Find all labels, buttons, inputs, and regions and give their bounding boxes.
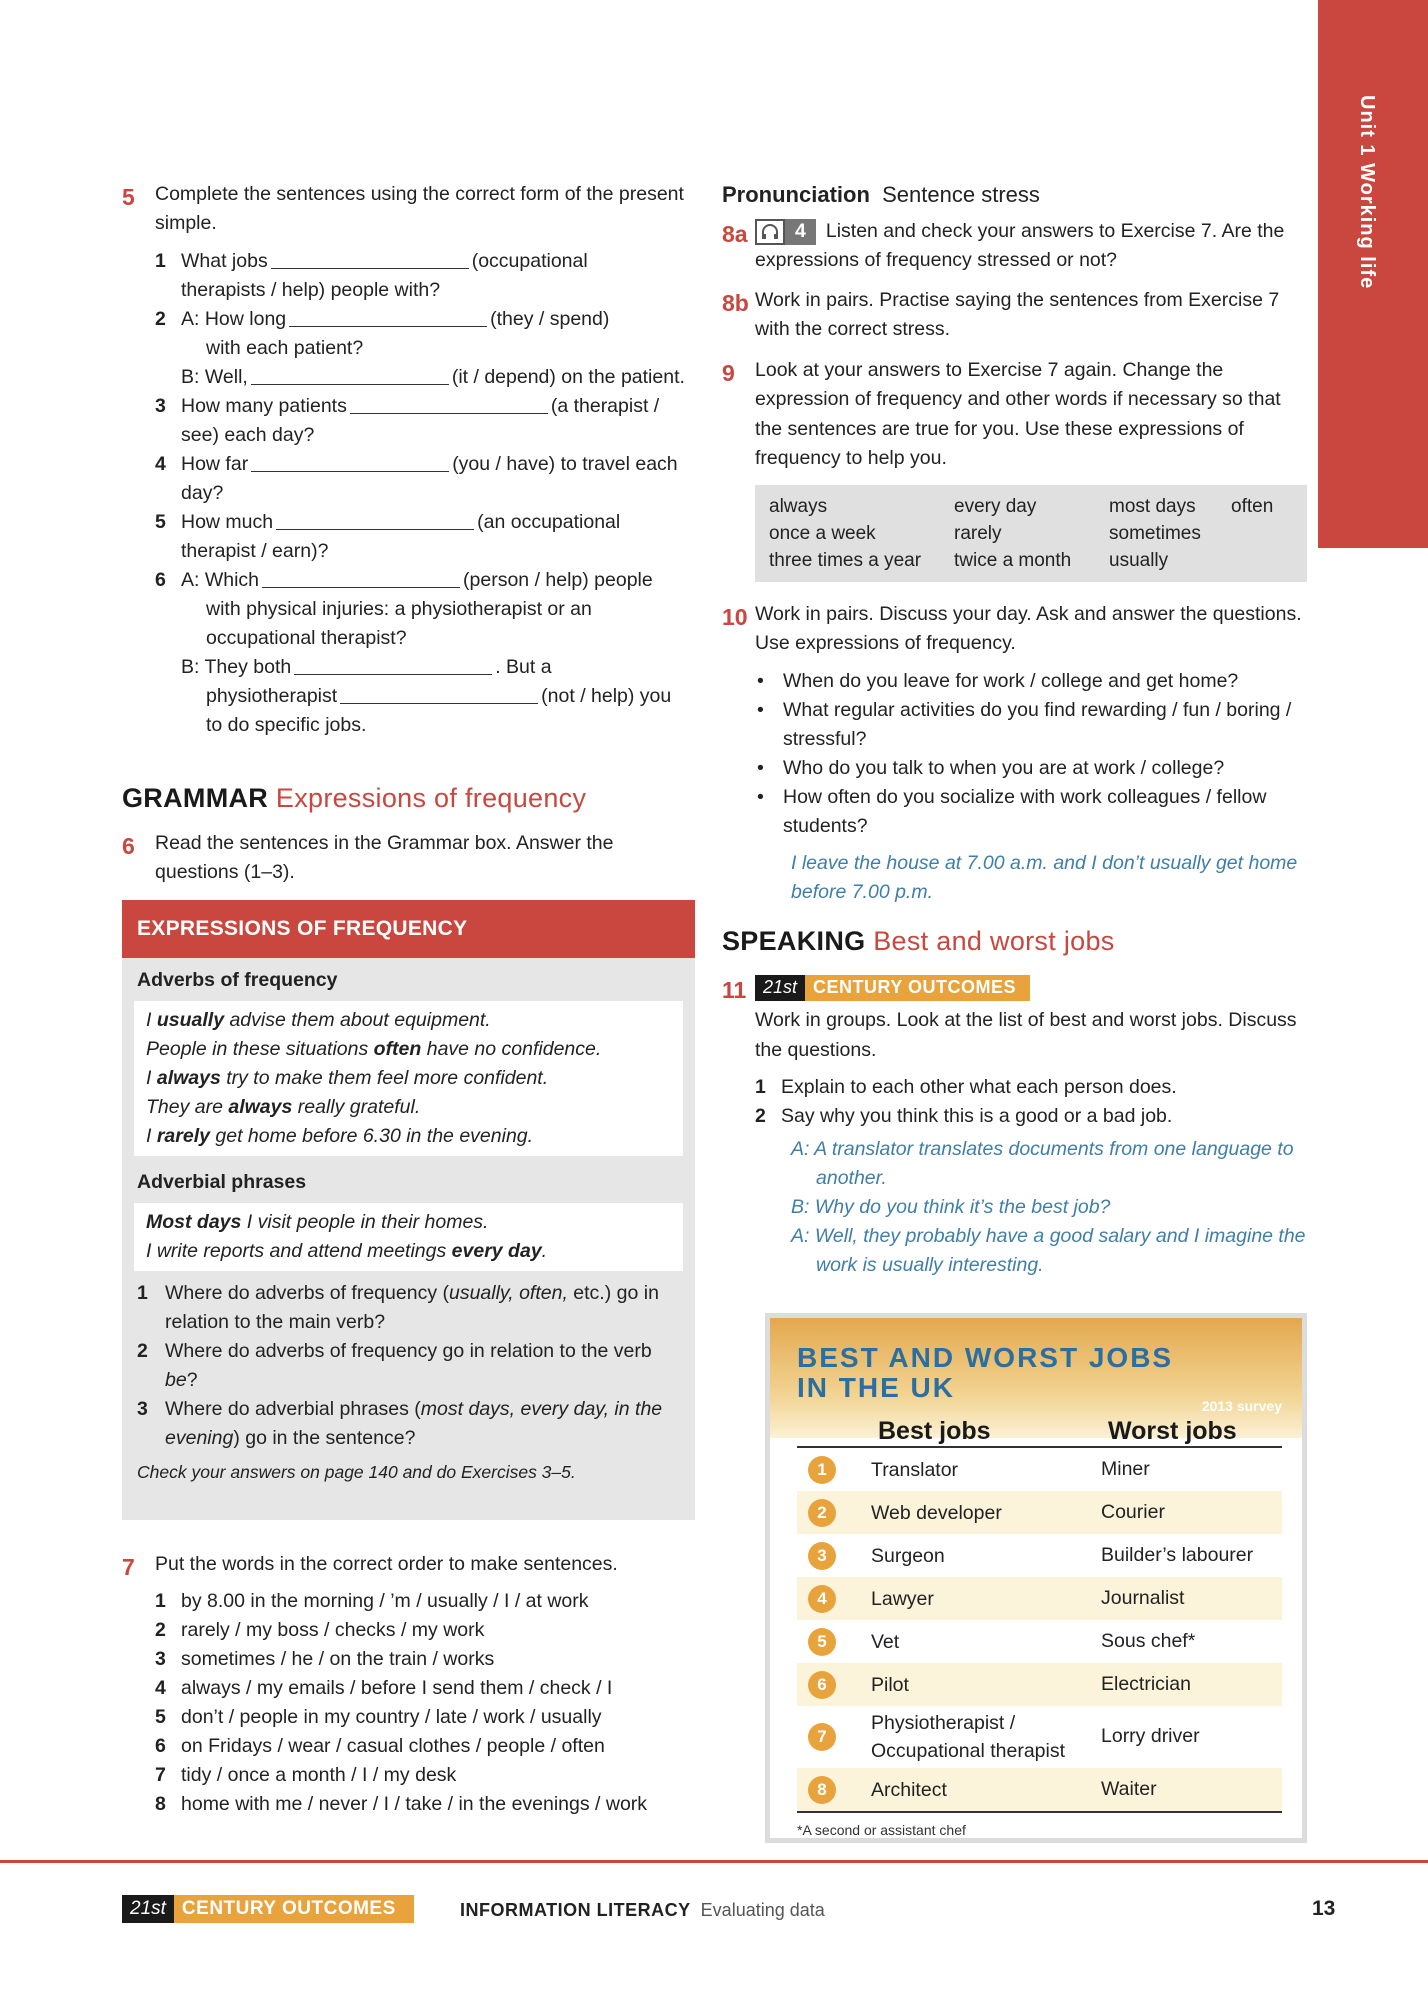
exercise-7-item (155, 1703, 692, 1732)
best-worst-jobs-table (765, 1313, 1307, 1843)
question-number: 1 (137, 1282, 148, 1304)
item-hint: (occupational (471, 249, 588, 272)
exercise-11-item (755, 1073, 1307, 1102)
example-text: I visit people in their homes. (241, 1211, 489, 1233)
question-text: Where do adverbs of frequency go in relation to the verb (165, 1340, 652, 1362)
example-text: I (146, 1008, 157, 1031)
item-number: 3 (155, 394, 166, 417)
frequency-expression: every day (954, 496, 1037, 517)
frequency-expression: always (769, 496, 828, 517)
exercise-5-item (155, 363, 692, 392)
example-sentence (146, 1208, 671, 1237)
item-continuation (181, 421, 692, 450)
exercise-5-item (155, 508, 692, 566)
exercise-7 (122, 1550, 692, 1819)
footer-divider (0, 1860, 1428, 1863)
headphones-icon (755, 219, 785, 245)
exercise-10-example: I leave the house at 7.00 a.m. and I don’t usually get home before 7.00 p.m. (791, 851, 1298, 903)
frequency-expression: once a week (769, 523, 876, 544)
question-text: What regular activities do you find rewarding / fun / boring / stressful? (783, 698, 1292, 750)
example-keyword: often (373, 1037, 422, 1060)
item-hint: (they / spend) (490, 307, 610, 330)
item-text: always / my emails / before I send them / check / I (181, 1677, 613, 1700)
item-text: physiotherapist (206, 684, 338, 707)
question-text: ) go in the sentence? (233, 1427, 416, 1449)
example-text: I (146, 1124, 157, 1147)
speaking-heading: SPEAKING Best and worst jobs (722, 925, 1115, 956)
worst-jobs-header: Worst jobs (1108, 1417, 1237, 1445)
answer-blank[interactable] (262, 568, 460, 588)
item-continuation (181, 595, 692, 653)
exercise-5-item (155, 653, 692, 682)
item-continuation (181, 276, 692, 305)
exercise-7-item (155, 1674, 692, 1703)
example-sentence (146, 1093, 671, 1122)
question-italic: most days, every day, in the evening (165, 1398, 663, 1449)
best-job: Surgeon (871, 1544, 945, 1567)
item-hint: (it / depend) on the patient. (451, 365, 685, 388)
frequency-expression: twice a month (954, 550, 1072, 571)
worst-job: Lorry driver (1101, 1725, 1200, 1748)
item-number: 5 (155, 1706, 166, 1729)
item-text: home with me / never / I / take / in the evenings / work (181, 1793, 648, 1816)
adverbs-examples (134, 1001, 683, 1156)
discussion-question (755, 754, 1307, 783)
question-italic: usually, often, (448, 1282, 568, 1304)
item-hint: (you / have) to travel each (452, 452, 678, 475)
exercise-5-item (155, 682, 692, 740)
unit-title: Unit 1 Working life (1356, 95, 1378, 290)
frequency-expression: three times a year (769, 550, 922, 571)
item-text: A: How long (181, 307, 287, 330)
unit-side-tab (1318, 0, 1428, 548)
exercise-number: 5 (122, 184, 135, 210)
frequency-expression: usually (1109, 550, 1169, 571)
frequency-expression: often (1231, 496, 1274, 517)
example-text: really grateful. (292, 1095, 421, 1118)
item-line (181, 392, 692, 421)
answer-blank[interactable] (251, 452, 449, 472)
item-continuation (181, 537, 692, 566)
example-text: try to make them feel more confident. (220, 1066, 549, 1089)
jobs-row (797, 1706, 1282, 1768)
item-hint: (a therapist / (550, 394, 660, 417)
frequency-expression: sometimes (1109, 523, 1201, 544)
exercise-7-item (155, 1761, 692, 1790)
grammar-question (137, 1395, 680, 1453)
exercise-7-item (155, 1732, 692, 1761)
example-keyword: every day (451, 1240, 542, 1262)
example-sentence (146, 1237, 671, 1266)
question-number: 3 (137, 1398, 148, 1420)
answer-blank[interactable] (289, 307, 487, 327)
item-text: How much (181, 510, 274, 533)
jobs-row (797, 1534, 1282, 1577)
best-job: Physiotherapist / Occupational therapist (871, 1712, 1066, 1762)
jobs-footnote: *A second or assistant chef (797, 1822, 966, 1838)
phrases-label: Adverbial phrases (137, 1170, 307, 1193)
example-keyword: Most days (146, 1211, 242, 1233)
item-continuation (181, 479, 692, 508)
rank-number: 1 (808, 1456, 836, 1484)
answer-blank[interactable] (340, 684, 538, 704)
item-text: don’t / people in my country / late / work / usually (181, 1706, 602, 1729)
best-jobs-header: Best jobs (878, 1417, 991, 1445)
item-line (181, 450, 692, 479)
rank-number: 8 (808, 1776, 836, 1804)
item-hint: (not / help) you (541, 684, 672, 707)
exercise-7-item (155, 1616, 692, 1645)
question-italic: be (165, 1369, 187, 1391)
audio-track-badge[interactable] (755, 219, 816, 245)
example-text: People in these situations (146, 1037, 374, 1060)
example-text: I (146, 1066, 157, 1089)
item-text: rarely / my boss / checks / my work (181, 1619, 485, 1642)
exercise-5-items (122, 247, 692, 740)
answer-blank[interactable] (276, 510, 474, 530)
example-keyword: rarely (156, 1124, 210, 1147)
jobs-row (797, 1663, 1282, 1706)
question-text: Who do you talk to when you are at work / college? (783, 756, 1225, 779)
worst-job: Courier (1101, 1500, 1165, 1523)
exercise-5-item (155, 392, 692, 450)
item-hint: (an occupational (477, 510, 621, 533)
item-number: 2 (155, 1619, 166, 1642)
item-text: therapist / earn)? (181, 539, 329, 562)
exercise-7-item (155, 1790, 692, 1819)
example-keyword: always (156, 1066, 221, 1089)
best-job: Vet (871, 1630, 900, 1653)
item-text: therapists / help) people with? (181, 278, 441, 301)
item-line (181, 653, 692, 682)
example-text: . (541, 1240, 548, 1262)
example-text: I write reports and attend meetings (146, 1240, 452, 1262)
century-outcomes-tag: 21st CENTURY OUTCOMES (755, 975, 1030, 1001)
exercise-5-item (155, 566, 692, 653)
worst-job: Miner (1101, 1457, 1150, 1480)
item-number: 4 (155, 1677, 166, 1700)
example-text: get home before 6.30 in the evening. (209, 1124, 534, 1147)
dialogue-text: A: Well, they probably have a good salary and I imagine the work is usually interesting. (791, 1224, 1306, 1276)
dialogue-text: B: Why do you think it’s the best job? (791, 1195, 1111, 1218)
item-text: B: They both (181, 655, 292, 678)
best-job: Pilot (871, 1673, 909, 1696)
item-hint: . But a (495, 655, 552, 678)
adverbs-label: Adverbs of frequency (137, 968, 338, 991)
exercise-11-dialogue (722, 1135, 1307, 1280)
worst-job: Journalist (1101, 1586, 1185, 1609)
item-text: to do specific jobs. (206, 713, 367, 736)
footer-topic: INFORMATION LITERACY Evaluating data (460, 1900, 825, 1920)
worst-job: Builder’s labourer (1101, 1543, 1254, 1566)
phrases-examples (134, 1203, 683, 1271)
item-text: on Fridays / wear / casual clothes / people / often (181, 1735, 605, 1758)
rank-number: 7 (808, 1723, 836, 1751)
exercise-7-item (155, 1587, 692, 1616)
item-continuation (181, 711, 692, 740)
jobs-rows (797, 1446, 1282, 1813)
track-number: 4 (785, 219, 816, 245)
exercise-5-item (155, 247, 692, 305)
dialogue-line (791, 1135, 1307, 1193)
grammar-heading: GRAMMAR Expressions of frequency (122, 783, 587, 813)
discussion-question (755, 696, 1307, 754)
item-text: by 8.00 in the morning / ’m / usually / I / at work (181, 1590, 589, 1613)
exercise-5-instruction: 5 Complete the sentences using the correct form of the present simple. (122, 180, 692, 239)
item-text: tidy / once a month / I / my desk (181, 1764, 457, 1787)
item-line (181, 508, 692, 537)
exercise-9: 9 Look at your answers to Exercise 7 again. Change the expression of frequency and other words if necessary so that the sentences are true for you. Use these expressions of frequency to help you. (722, 359, 1281, 469)
grammar-questions (122, 1271, 695, 1453)
jobs-row (797, 1448, 1282, 1491)
grammar-question (137, 1279, 680, 1337)
exercise-5-item (155, 450, 692, 508)
item-number: 8 (155, 1793, 166, 1816)
best-job: Lawyer (871, 1587, 934, 1610)
question-text: Where do adverbs of frequency ( (165, 1282, 449, 1304)
item-text: Say why you think this is a good or a bad job. (781, 1104, 1173, 1127)
exercise-10-questions (722, 667, 1307, 841)
page-number: 13 (1312, 1897, 1336, 1920)
exercise-10: 10 Work in pairs. Discuss your day. Ask and answer the questions. Use expressions of frequency. (722, 603, 1302, 655)
example-keyword: usually (156, 1008, 225, 1031)
item-number: 1 (155, 249, 166, 272)
frequency-expression (1231, 547, 1301, 574)
jobs-title: BEST AND WORST JOBS IN THE UK (797, 1342, 1174, 1403)
grammar-question (137, 1337, 680, 1395)
item-line (181, 682, 692, 711)
frequency-expression: rarely (954, 523, 1002, 544)
dialogue-line (791, 1193, 1307, 1222)
rank-number: 6 (808, 1671, 836, 1699)
worst-job: Electrician (1101, 1672, 1191, 1695)
example-keyword: always (228, 1095, 293, 1118)
exercise-7-item (155, 1645, 692, 1674)
example-sentence (146, 1122, 671, 1151)
question-text: Where do adverbial phrases ( (165, 1398, 421, 1420)
item-line (181, 566, 692, 595)
worst-job: Sous chef* (1101, 1629, 1196, 1652)
frequency-expression: most days (1109, 496, 1196, 517)
answer-blank[interactable] (271, 249, 469, 269)
item-number: 2 (155, 307, 166, 330)
grammar-box (122, 900, 695, 1520)
dialogue-text: A: A translator translates documents from one language to another. (791, 1137, 1294, 1189)
item-number: 2 (755, 1104, 766, 1127)
exercise-6: 6 Read the sentences in the Grammar box. Answer the questions (1–3). (122, 831, 614, 883)
dialogue-line (791, 1222, 1307, 1280)
exercise-7-items (122, 1587, 692, 1819)
frequency-expression (1231, 520, 1301, 547)
item-number: 3 (155, 1648, 166, 1671)
item-line (181, 247, 692, 276)
rank-number: 4 (808, 1585, 836, 1613)
item-text: A: Which (181, 568, 260, 591)
answer-blank[interactable] (251, 365, 449, 385)
survey-year: 2013 survey (1201, 1398, 1282, 1414)
exercise-8b: 8b Work in pairs. Practise saying the sentences from Exercise 7 with the correct stress. (722, 288, 1280, 340)
item-text: B: Well, (181, 365, 248, 388)
item-text: How many patients (181, 394, 347, 417)
example-text: advise them about equipment. (224, 1008, 491, 1031)
item-text: sometimes / he / on the train / works (181, 1648, 495, 1671)
question-text: ? (186, 1369, 198, 1391)
rank-number: 3 (808, 1542, 836, 1570)
item-continuation (181, 334, 692, 363)
item-line (181, 363, 692, 392)
question-text: etc.) go in relation to the main verb? (165, 1282, 659, 1333)
example-text: They are (146, 1095, 229, 1118)
best-job: Architect (871, 1778, 947, 1801)
question-number: 2 (137, 1340, 148, 1362)
item-text: day? (181, 481, 224, 504)
jobs-row (797, 1620, 1282, 1663)
item-hint: (person / help) people (463, 568, 653, 591)
item-number: 6 (155, 568, 166, 591)
answer-blank[interactable] (350, 394, 548, 414)
item-number: 1 (155, 1590, 166, 1613)
exercise-11-item (755, 1102, 1307, 1131)
exercise-5 (122, 180, 692, 740)
jobs-row (797, 1768, 1282, 1811)
best-job: Web developer (871, 1501, 1002, 1524)
pronunciation-heading: Pronunciation Sentence stress (722, 182, 1040, 207)
grammar-section (122, 778, 692, 887)
item-number: 7 (155, 1764, 166, 1787)
item-number: 1 (755, 1075, 766, 1098)
exercise-11-items (722, 1073, 1307, 1131)
exercise-11: 11 21st CENTURY OUTCOMES Work in groups. Look at the list of best and worst jobs. Discuss the questions. (722, 973, 1307, 1065)
item-text: How far (181, 452, 249, 475)
question-text: When do you leave for work / college and get home? (783, 669, 1239, 692)
example-sentence (146, 1006, 671, 1035)
item-text: Explain to each other what each person does. (781, 1075, 1177, 1098)
example-sentence (146, 1064, 671, 1093)
best-job: Translator (871, 1458, 959, 1481)
item-line (181, 305, 692, 334)
example-text: have no confidence. (421, 1037, 602, 1060)
grammar-box-title: EXPRESSIONS OF FREQUENCY (122, 900, 695, 958)
item-text: What jobs (181, 249, 268, 272)
rank-number: 2 (808, 1499, 836, 1527)
jobs-row (797, 1491, 1282, 1534)
discussion-question (755, 783, 1307, 841)
frequency-expressions-box (755, 485, 1307, 582)
rank-number: 5 (808, 1628, 836, 1656)
item-text: with physical injuries: a physiotherapist or an occupational therapist? (206, 597, 592, 649)
right-column (722, 180, 1307, 1280)
question-text: How often do you socialize with work colleagues / fellow students? (783, 785, 1267, 837)
answer-blank[interactable] (294, 655, 492, 675)
grammar-check-note: Check your answers on page 140 and do Exercises 3–5. (137, 1462, 576, 1482)
jobs-row (797, 1577, 1282, 1620)
exercise-7-instruction: 7 Put the words in the correct order to make sentences. (122, 1553, 618, 1580)
item-number: 6 (155, 1735, 166, 1758)
item-text: with each patient? (206, 336, 364, 359)
item-number: 4 (155, 452, 166, 475)
item-text: see) each day? (181, 423, 315, 446)
item-number: 5 (155, 510, 166, 533)
example-sentence (146, 1035, 671, 1064)
exercise-8a: 8a 4 Listen and check your answers to Exercise 7. Are the expressions of frequency stressed or not? (722, 220, 1285, 272)
worst-job: Waiter (1101, 1777, 1157, 1800)
exercise-5-item (155, 305, 692, 363)
footer-outcomes-tag: 21st CENTURY OUTCOMES (122, 1895, 414, 1923)
discussion-question (755, 667, 1307, 696)
